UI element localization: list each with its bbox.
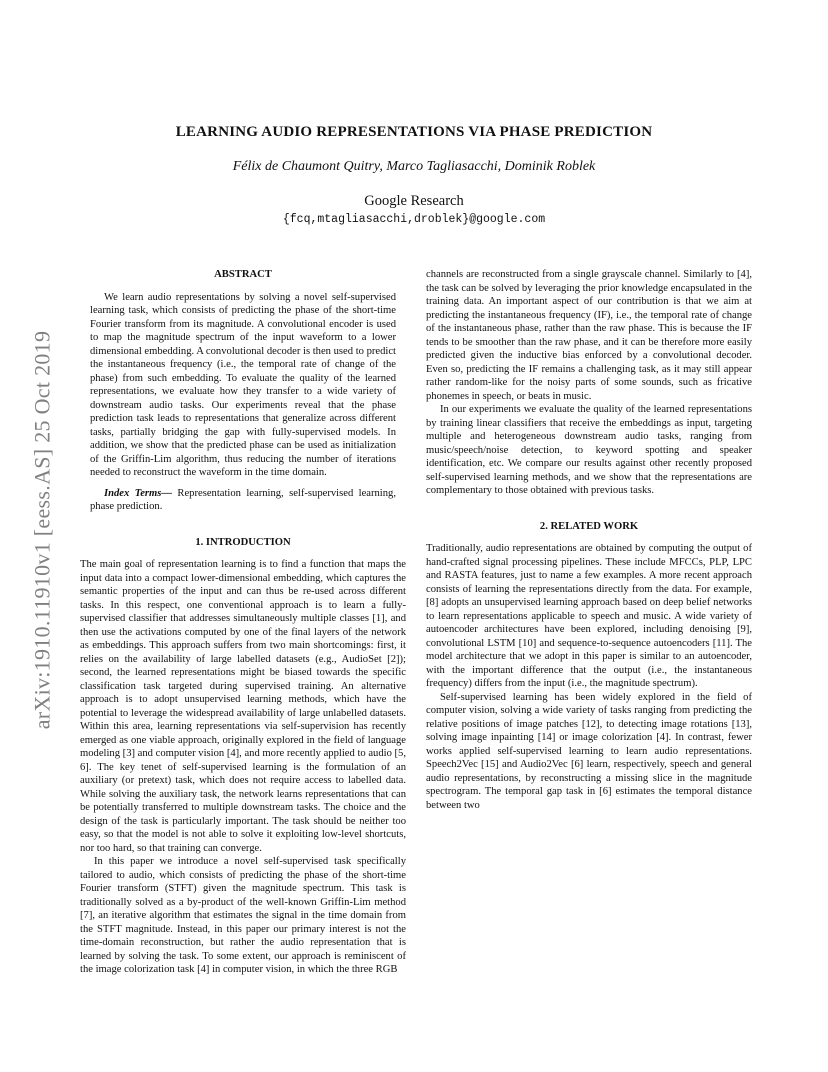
related-paragraph-1: Traditionally, audio representations are obtained by computing the output of hand-crafted signal processing pipelines. These include MFCCs, PLP, LPC and RASTA features, just to name a few examples. A more recent approach consists of learning the representations directly from the data. For example, [8] adopts an unsupervised learning approach based on deep belief networks to learn representations applicable to speech and music. A wide variety of autoencoder architectures have been explored, including denoising [9], convolutional LSTM [10] and sequence-to-sequence autoencoders [11]. The model architecture that we adopt in this paper is similar to an autoencoder, with the important difference that the output (i.e., the instantaneous frequency) differs from the input (i.e., the magnitude spectrum). bbox=[426, 543, 752, 689]
index-terms-label: Index Terms— bbox=[104, 487, 172, 499]
intro-paragraph-3: In our experiments we evaluate the quality of the learned representations by training linear classifiers that receive the embeddings as input, targeting multiple and heterogeneous downstream audio tasks, ranging from music/speech/noise detection, to keyword spotting and speaker identification, etc. We compare our results against other recently proposed self-supervised learning methods, and we show that the representations are complementary to those obtained with previous tasks. bbox=[426, 404, 752, 496]
abstract bbox=[80, 291, 406, 480]
index-terms-text: Representation learning, self-supervised learning, phase prediction. bbox=[90, 487, 396, 512]
author-emails: {fcq,mtagliasacchi,droblek}@google.com bbox=[282, 213, 546, 226]
paper-header bbox=[0, 124, 828, 226]
abstract-heading: ABSTRACT bbox=[214, 269, 272, 280]
arxiv-sidebar bbox=[22, 280, 62, 780]
affiliation: Google Research bbox=[364, 193, 464, 209]
related-paragraph-2: Self-supervised learning has been widely explored in the field of computer vision, solving a wide variety of tasks ranging from predicting the relative positions of image patches [12], to detecting image rotations [13], solving image inpainting [14] or image colorization [4]. In contrast, fewer works applied self-supervised learning to learn audio representations. Speech2Vec [15] and Audio2Vec [6] learn, respectively, speech and general audio representations, by reconstructing a missing slice in the magnitude spectrogram. The temporal gap task in [6] estimates the temporal distance between two bbox=[426, 691, 752, 811]
author-list: Félix de Chaumont Quitry, Marco Tagliasacchi, Dominik Roblek bbox=[232, 159, 596, 174]
intro-paragraph-1: The main goal of representation learning is to find a function that maps the input data into a compact lower-dimensional embedding, which captures the semantic properties of the input and can thus be re-used across different tasks. In this respect, one conventional approach is to learn a fully-supervised classifier that addresses simultaneously multiple classes [1], and then use the activations computed by one of the final layers of the network as embeddings. This approach suffers from two main shortcomings: first, it relies on the availability of large labelled datasets (e.g., AudioSet [2]); second, the learned representations might be biased towards the specific classification task targeted during supervised training. An alternative approach is to adopt unsupervised learning methods, which have the potential to leverage the widespread availability of large unlabelled datasets. Within this area, learning representations via self-supervision has recently emerged as one viable approach, originally explored in the field of language modeling [3] and computer vision [4], and more recently applied to audio [5, 6]. The key tenet of self-supervised learning is the formulation of an auxiliary (or pretext) task, which does not require access to labelled data. While solving the auxiliary task, the network learns representations that can be potentially transferred to multiple downstream tasks. The choice and the design of the task is particularly important. The task should be neither too easy, so that the model is not able to solve it exploiting low-level shortcuts, nor too hard, so that training can converge. bbox=[80, 559, 406, 854]
intro-heading: 1. INTRODUCTION bbox=[195, 536, 291, 548]
abstract-text: We learn audio representations by solving a novel self-supervised learning task, which consists of predicting the phase of the short-time Fourier transform from its magnitude. A convolutional encoder is used to map the magnitude spectrum of the input waveform to a lower dimensional embedding. A convolutional decoder is then used to predict the instantaneous frequency (i.e., the temporal rate of change of the phase) from such embedding. To evaluate the quality of the learned representations, we evaluate how they transfer to a wide variety of downstream audio tasks. Our experiments reveal that the phase prediction task leads to representations that generalize across different tasks, partially bridging the gap with fully-supervised models. In addition, we show that the predicted phase can be used as initialization of the Griffin-Lim algorithm, thus reducing the number of iterations needed to reconstruct the waveform in the time domain. bbox=[90, 291, 396, 478]
index-terms bbox=[80, 487, 406, 514]
related-work-heading: 2. RELATED WORK bbox=[539, 520, 639, 532]
arxiv-identifier: arXiv:1910.11910v1 [eess.AS] 25 Oct 2019 bbox=[29, 330, 54, 730]
paper-title: LEARNING AUDIO REPRESENTATIONS VIA PHASE PREDICTION bbox=[175, 124, 653, 140]
intro-paragraph-2-continued: channels are reconstructed from a single grayscale channel. Similarly to [4], the task can be solved by leveraging the prior knowledge encapsulated in the training data. An important aspect of our contribution is that we aim at predicting the instantaneous frequency (IF), i.e., the temporal rate of change of the instantaneous phase, rather than the raw phase. This is because the IF tends to be smoother than the raw phase, and it can be therefore more easily predicted given the inductive bias enforced by a convolutional decoder. Even so, predicting the IF remains a challenging task, as it may still appear rather random-like for the noisy parts of some sounds, such as fricative phonemes in speech, or beats in music. bbox=[426, 269, 752, 402]
right-column bbox=[426, 268, 752, 812]
left-column bbox=[80, 268, 406, 977]
intro-paragraph-2: In this paper we introduce a novel self-supervised task specifically tailored to audio, which consists of predicting the phase of the short-time Fourier transform (STFT) given the magnitude spectrum. This task is traditionally solved as a by-product of the well-known Griffin-Lim method [7], an iterative algorithm that estimates the signal in the time domain from the STFT magnitude. Instead, in this paper our primary interest is not the time-domain reconstruction, but rather the audio representation that is learned by solving the task. To some extent, our approach is reminiscent of the image colorization task [4] in computer vision, in which the three RGB bbox=[80, 856, 406, 975]
